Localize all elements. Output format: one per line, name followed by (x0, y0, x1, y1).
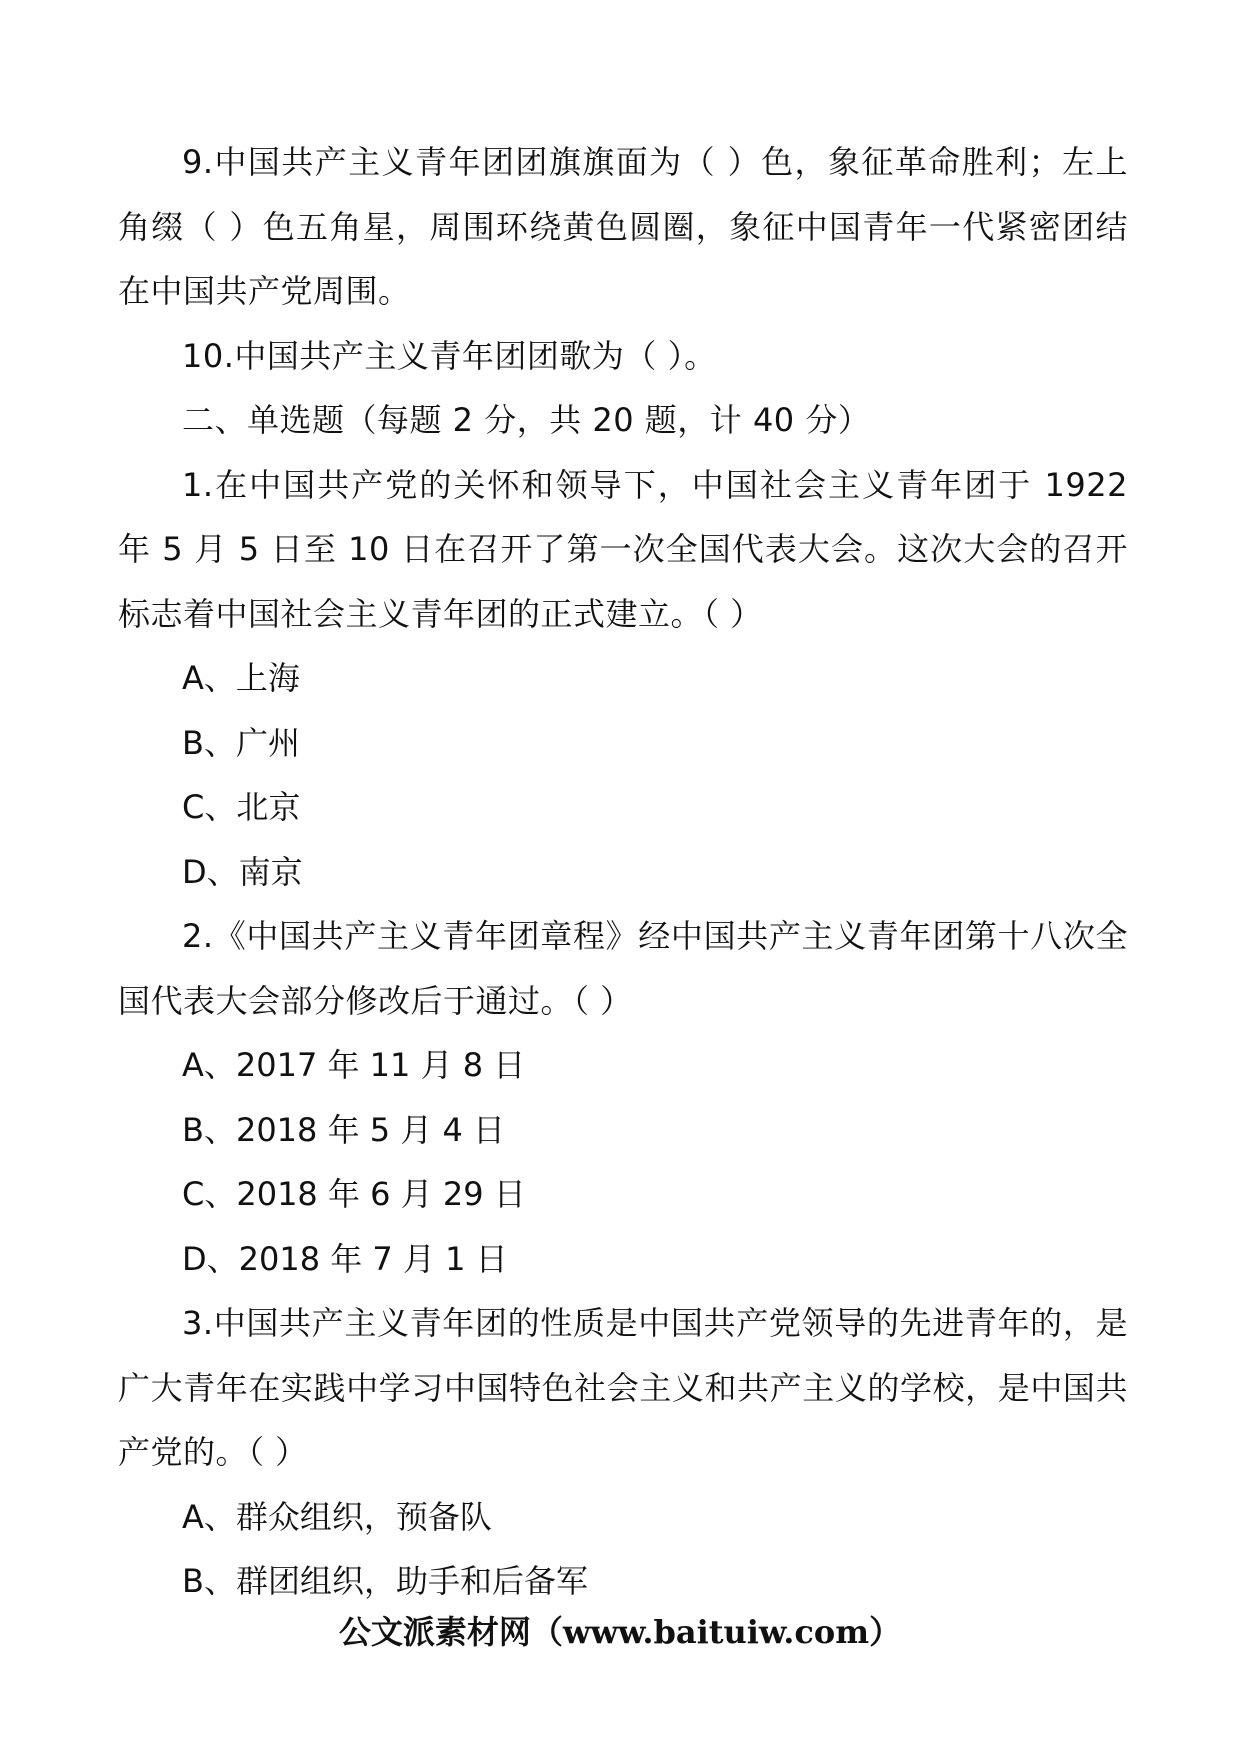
question-1: 1.在中国共产党的关怀和领导下，中国社会主义青年团于 1922 年 5 月 5 日至 10 日在召开了第一次全国代表大会。这次大会的召开标志着中国社会主义青年团的正式建立。（ ） (118, 465, 1128, 633)
question-2: 2.《中国共产主义青年团章程》经中国共产主义青年团第十八次全国代表大会部分修改后于通过。（ ） (118, 917, 1128, 1020)
question-2-option-c: C、2018 年 6 月 29 日 (182, 1175, 526, 1213)
document-body (118, 130, 1128, 1614)
question-3-option-a: A、群众组织，预备队 (182, 1497, 492, 1536)
question-1-option-a: A、上海 (182, 659, 300, 697)
question-2-option-b: B、2018 年 5 月 4 日 (182, 1110, 505, 1149)
question-9: 9.中国共产主义青年团团旗旗面为（ ）色，象征革命胜利；左上角缀（ ）色五角星，周围环绕黄色圆圈，象征中国青年一代紧密团结在中国共产党周围。 (118, 143, 1128, 310)
question-10: 10.中国共产主义青年团团歌为（ ）。 (182, 336, 717, 375)
question-3: 3.中国共产主义青年团的性质是中国共产党领导的先进青年的，是广大青年在实践中学习中国特色社会主义和共产主义的学校，是中国共产党的。（ ） (118, 1304, 1128, 1471)
question-2-option-d: D、2018 年 7 月 1 日 (182, 1239, 508, 1278)
question-1-option-d: D、南京 (182, 852, 303, 891)
question-1-option-b: B、广州 (182, 723, 300, 762)
question-2-option-a: A、2017 年 11 月 8 日 (182, 1046, 526, 1084)
question-1-option-c: C、北京 (182, 788, 301, 826)
section-heading-single-choice: 二、单选题（每题 2 分，共 20 题，计 40 分） (182, 401, 871, 439)
footer-watermark: 公文派素材网（www.baituiw.com） (338, 1613, 902, 1651)
question-3-option-b: B、群团组织，助手和后备军 (182, 1562, 588, 1600)
